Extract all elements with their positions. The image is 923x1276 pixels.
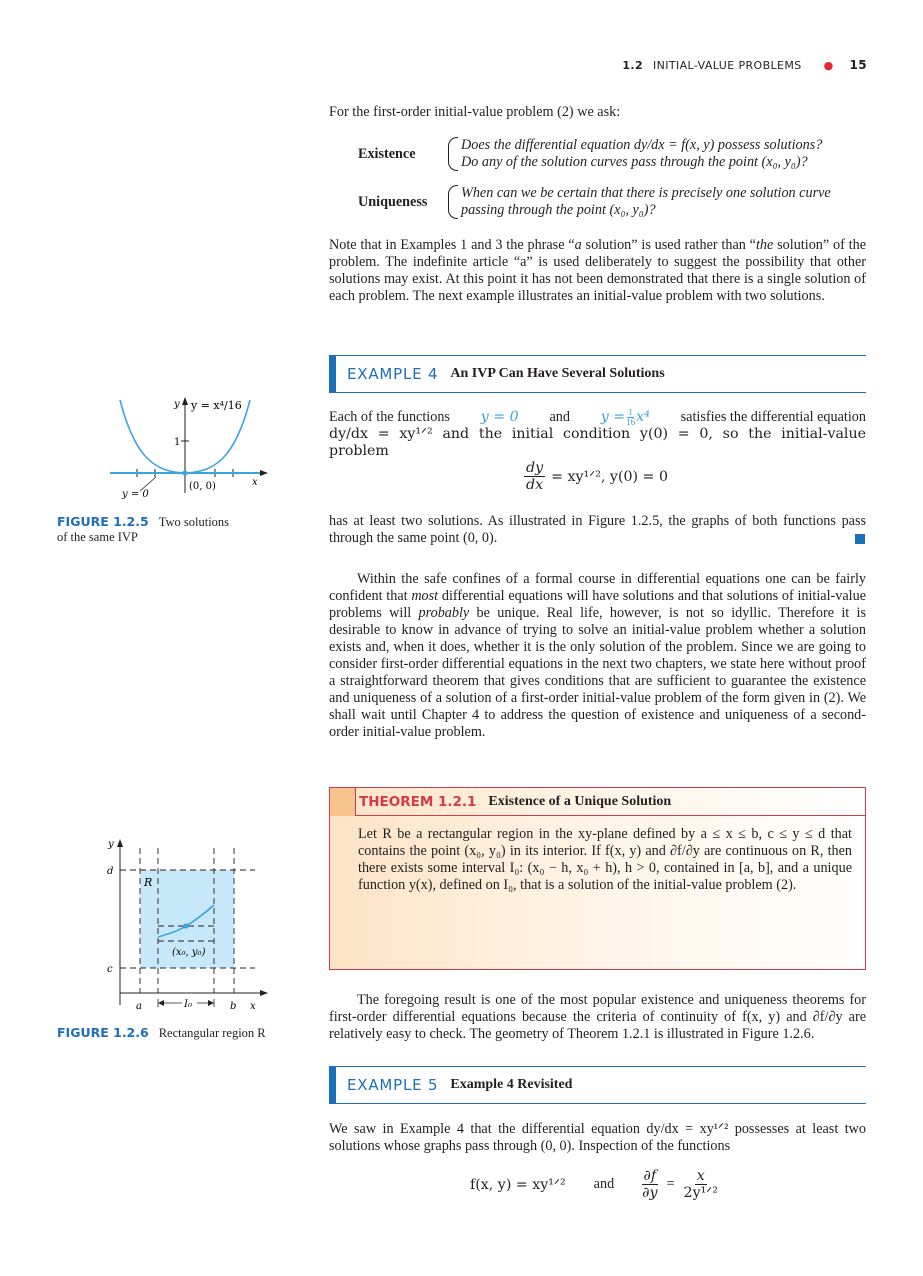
- note-text-2: solution” is used rather than “: [581, 237, 756, 253]
- figure-1-2-6-label: FIGURE 1.2.6: [57, 1025, 149, 1040]
- existence-text: [461, 137, 822, 171]
- note-text-1: Note that in Examples 1 and 3 the phrase “: [329, 237, 575, 253]
- within-most: most: [411, 588, 439, 604]
- solution-y-equals: y =: [600, 408, 626, 425]
- ivp-rhs: = xy¹ᐟ², y(0) = 0: [551, 468, 668, 485]
- theorem-title: Existence of a Unique Solution: [488, 793, 672, 809]
- example-5-label: EXAMPLE 5: [347, 1076, 439, 1094]
- dy-numerator: dy: [526, 460, 544, 476]
- within-probably: probably: [418, 605, 470, 621]
- existence-line-1: Does the differential equation dy/dx = f(x, y) possess solutions?: [461, 137, 823, 153]
- example-4-title: An IVP Can Have Several Solutions: [450, 366, 665, 381]
- example-4-text-a: Each of the functions: [329, 408, 450, 425]
- a-label: a: [136, 1001, 142, 1012]
- y-axis-arrow-icon: [117, 839, 123, 847]
- left-brace: [448, 185, 458, 219]
- and-word: and: [593, 1176, 615, 1192]
- x-axis-label: x: [250, 1001, 256, 1012]
- within-text-1: Within the safe confines of a formal course in differential equations one can be fairly confident that: [329, 571, 866, 604]
- uniqueness-label: Uniqueness: [358, 193, 428, 210]
- dy-denominator: ∂y: [642, 1185, 658, 1201]
- existence-line-2: Do any of the solution curves pass through the point (x₀, y₀)?: [461, 154, 808, 170]
- fraction-numerator: 1: [628, 406, 633, 417]
- intro-text: For the first-order initial-value problem (2) we ask:: [329, 104, 621, 120]
- ivp-equation: [520, 460, 668, 493]
- theorem-header: [330, 788, 865, 816]
- and-word: and: [549, 408, 570, 425]
- x-over-2y-fraction: [682, 1168, 720, 1201]
- x-numerator: x: [696, 1168, 705, 1184]
- origin-label: (0, 0): [189, 481, 216, 492]
- figure-1-2-6-graph: [100, 833, 280, 1018]
- equals-sign: =: [666, 1176, 675, 1192]
- solution-x4-over-16: [601, 408, 650, 427]
- example-accent-bar: [329, 355, 336, 393]
- tick-label-1: 1: [174, 437, 181, 448]
- example-4-line-1: [329, 408, 866, 426]
- fraction-1-16: [626, 408, 635, 427]
- theorem-label: THEOREM 1.2.1: [359, 793, 477, 810]
- theorem-accent-bar: [330, 788, 356, 816]
- solution-y-zero: y = 0: [480, 408, 519, 425]
- x-axis-arrow-icon: [260, 990, 268, 996]
- example-5-text: We saw in Example 4 that the differential equation dy/dx = xy¹ᐟ² possesses at least two solutions whose graphs pass through (0, 0). Inspection of the functions: [329, 1121, 866, 1154]
- zero-solution-label: y = 0: [122, 489, 149, 500]
- figure-1-2-6-caption: [57, 1025, 266, 1041]
- df-numerator: ∂f: [643, 1168, 657, 1184]
- example-5-title: Example 4 Revisited: [450, 1077, 573, 1092]
- example-4-text: [329, 408, 866, 460]
- right-arrow-icon: [208, 1000, 214, 1006]
- point-label: (x₀, y₀): [172, 947, 206, 958]
- fraction-denominator: 16: [626, 416, 636, 427]
- uniqueness-line-2: passing through the point (x₀, y₀)?: [461, 202, 656, 218]
- curve-label: y = x⁴/16: [191, 399, 242, 412]
- example-4-header: [329, 355, 866, 393]
- running-head: [622, 58, 867, 72]
- figure-1-2-5-caption: [57, 514, 229, 545]
- y-axis-arrow-icon: [182, 397, 188, 405]
- example-4-line-2: dy/dx = xy¹ᐟ² and the initial condition y(0) = 0, so the initial-value problem: [329, 426, 866, 459]
- existence-label: Existence: [358, 145, 416, 162]
- y-axis-label: y: [174, 399, 180, 410]
- section-title: INITIAL-VALUE PROBLEMS: [652, 59, 802, 72]
- uniqueness-text: [461, 185, 831, 219]
- bullet-icon: ●: [823, 59, 834, 72]
- dx-denominator: dx: [526, 477, 544, 493]
- df-dy-fraction: [640, 1168, 659, 1201]
- c-label: c: [107, 964, 113, 975]
- note-a-word: a: [574, 237, 582, 253]
- example-accent-bar: [329, 1066, 336, 1104]
- note-the-word: the: [755, 237, 774, 253]
- region-r-label: R: [144, 876, 153, 889]
- figure-1-2-5-label: FIGURE 1.2.5: [57, 514, 149, 529]
- left-brace: [448, 137, 458, 171]
- note-text-3: solution” of the problem. The indefinite article “a” is used deliberately to suggest the possibility that other solutions may exist. At this point it has not been demonstrated that there is a single solution of each problem. The next example illustrates an initial-value problem with two solutions.: [329, 237, 866, 304]
- interval-label: I₀: [184, 999, 192, 1010]
- d-label: d: [107, 866, 114, 877]
- f-of-xy: f(x, y) = xy¹ᐟ²: [470, 1176, 566, 1193]
- example-4-conclusion: has at least two solutions. As illustrated in Figure 1.2.5, the graphs of both functions pass through the same point (0, 0).: [329, 513, 866, 546]
- y-axis-label: y: [108, 839, 114, 850]
- figure-1-2-5-graph: [100, 393, 280, 503]
- x-axis-arrow-icon: [260, 470, 268, 476]
- figure-1-2-5-caption-2: of the same IVP: [57, 530, 138, 544]
- dy-dx-fraction: [524, 460, 545, 493]
- within-text-2: differential equations will have solutions and that solutions of initial-value problems will: [329, 588, 866, 621]
- within-paragraph: [329, 571, 866, 741]
- page-number: 15: [849, 58, 867, 72]
- b-label: b: [230, 1001, 237, 1012]
- foregoing-paragraph: The foregoing result is one of the most popular existence and uniqueness theorems for first-order differential equations because the criteria of continuity of f(x, y) and ∂f/∂y are relatively easy to check. The geometry of Theorem 1.2.1 is illustrated in Figure 1.2.6.: [329, 992, 866, 1042]
- theorem-box: [329, 787, 866, 970]
- theorem-statement: Let R be a rectangular region in the xy-plane defined by a ≤ x ≤ b, c ≤ y ≤ d that contains the point (x₀, y₀) in its interior. If f(x, y) and ∂f/∂y are continuous on R, then there exists some interval I₀: (x₀ − h, x₀ + h), h > 0, contained in [a, b], and a unique function y(x), defined on I₀, that is a solution of the initial-value problem (2).: [358, 826, 852, 893]
- partial-derivative-equation: [470, 1168, 724, 1201]
- uniqueness-question: [358, 185, 868, 219]
- origin-point: [182, 470, 187, 475]
- existence-question: [358, 137, 868, 171]
- x-to-fourth: x⁴: [636, 408, 650, 425]
- example-4-text-b: satisfies the differential equation: [680, 408, 866, 425]
- uniqueness-line-1: When can we be certain that there is precisely one solution curve: [461, 185, 831, 201]
- end-of-example-icon: [855, 534, 865, 544]
- example-4-label: EXAMPLE 4: [347, 365, 439, 383]
- example-5-header: [329, 1066, 866, 1104]
- left-arrow-icon: [158, 1000, 164, 1006]
- figure-1-2-5-caption-1: Two solutions: [158, 515, 230, 529]
- initial-point: [183, 923, 188, 928]
- figure-1-2-6-caption-text: Rectangular region R: [158, 1026, 266, 1040]
- section-number: 1.2: [622, 59, 644, 72]
- x-axis-label: x: [252, 477, 258, 488]
- within-text-3: be unique. Real life, however, is not so idyllic. Therefore it is desirable to know in advance of trying to solve an initial-value problem whether a solution exists and, when it does, whether it is the only solution of the problem. Since we are going to consider first-order differential equations in the next two chapters, we state here without proof a straightforward theorem that gives conditions that are sufficient to guarantee the existence and uniqueness of a solution of a first-order initial-value problem of the form given in (2). We shall wait until Chapter 4 to address the question of existence and uniqueness of a second-order initial-value problem.: [329, 605, 866, 740]
- note-paragraph: [329, 237, 866, 305]
- 2y-denominator: 2y¹ᐟ²: [683, 1185, 718, 1201]
